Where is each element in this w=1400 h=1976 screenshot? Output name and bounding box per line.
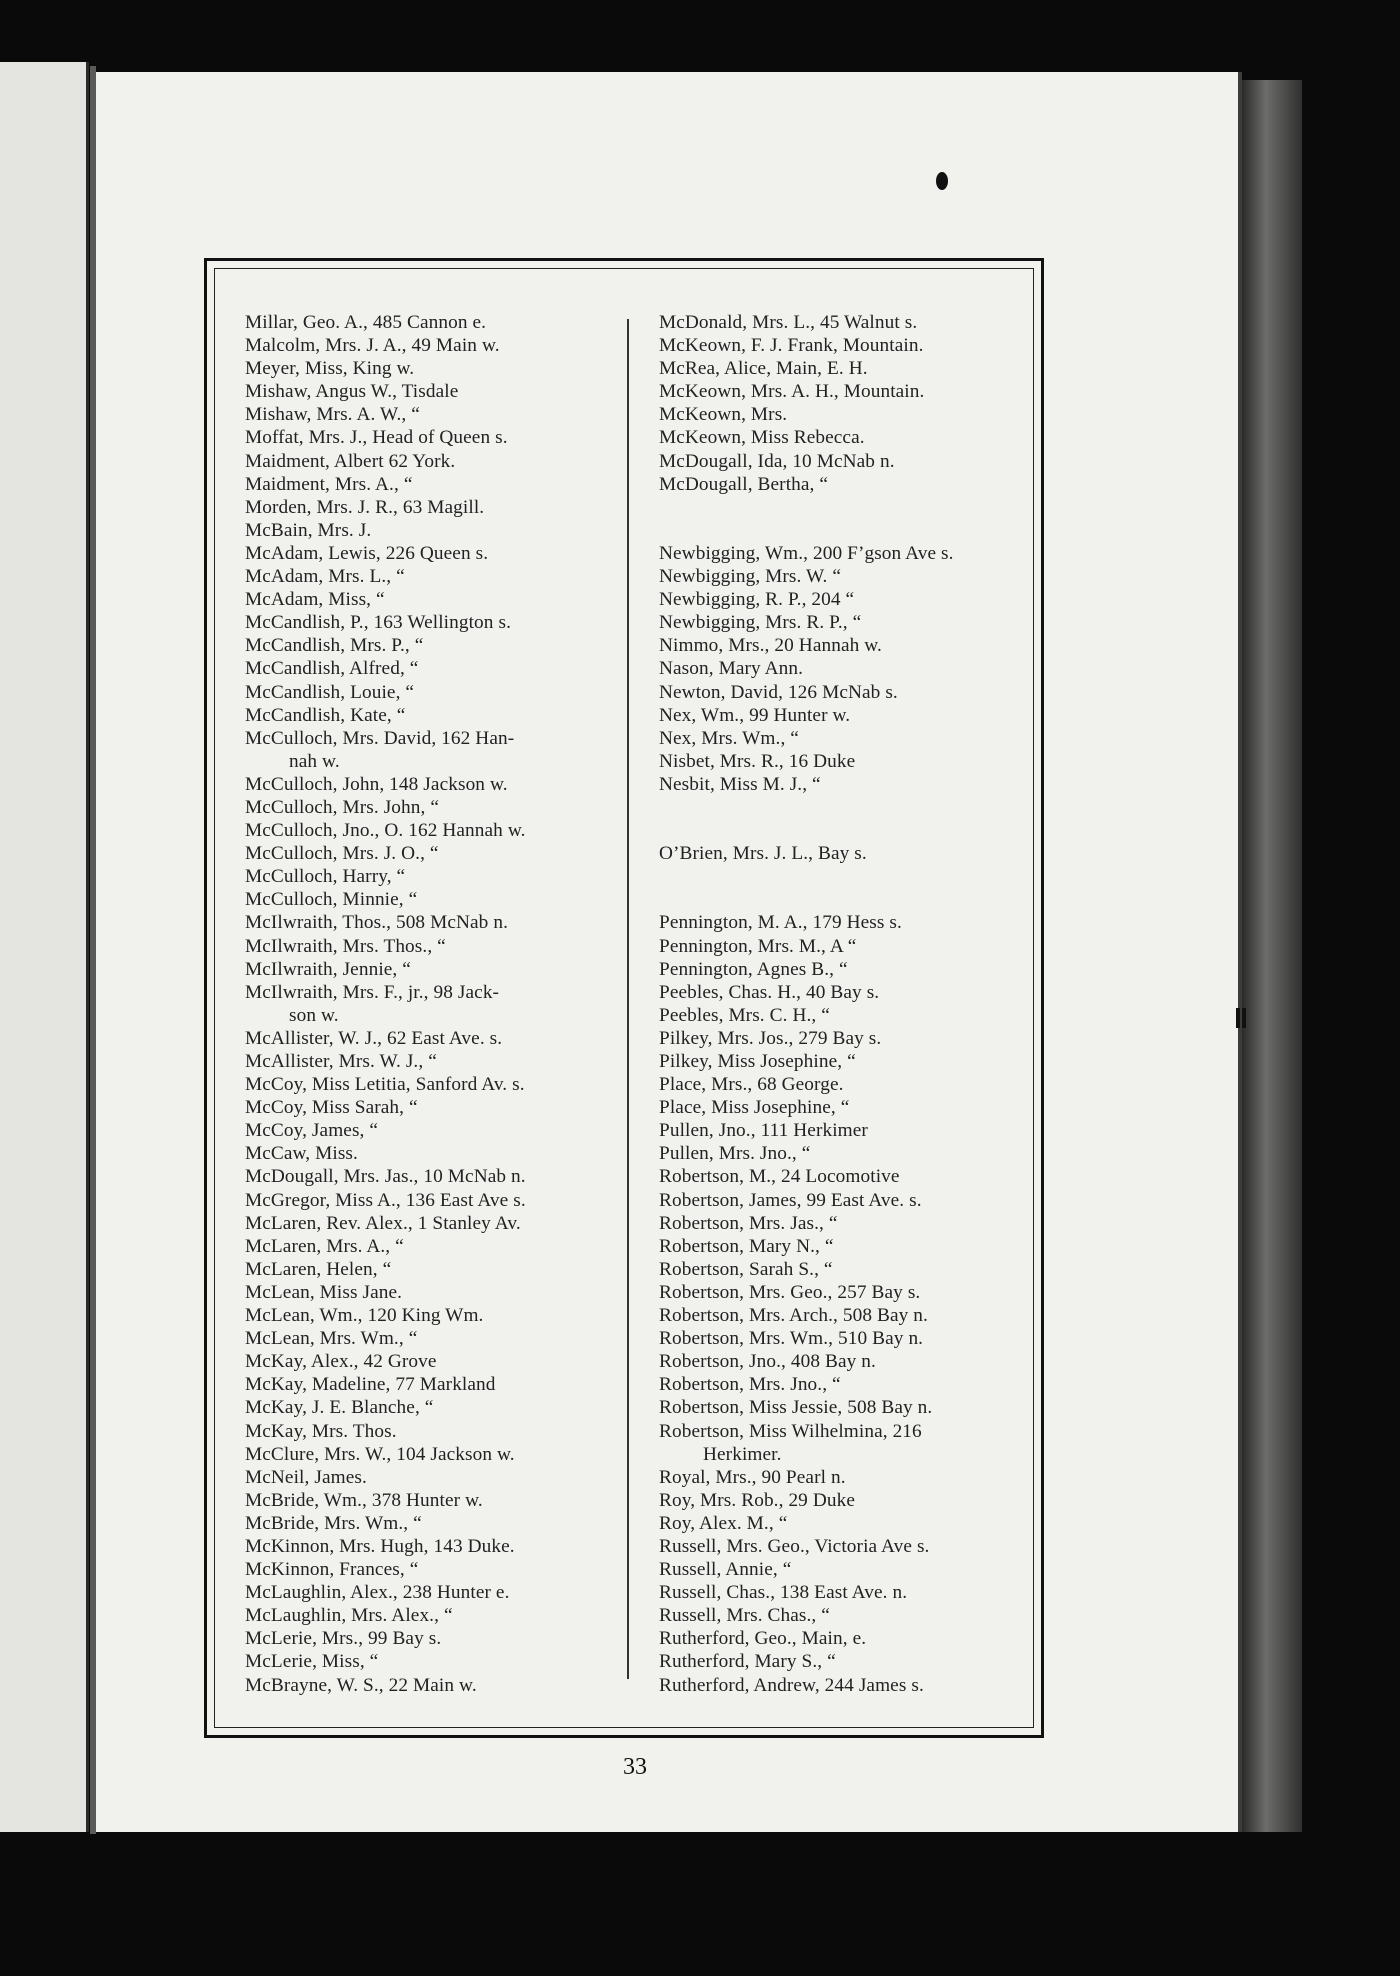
directory-entry: Pennington, Mrs. M., A “	[659, 935, 857, 957]
directory-entry: McRea, Alice, Main, E. H.	[659, 358, 868, 380]
directory-entry: Robertson, Mrs. Geo., 257 Bay s.	[659, 1281, 921, 1303]
directory-entry: Roy, Alex. M., “	[659, 1512, 788, 1534]
directory-entry: McIlwraith, Jennie, “	[245, 958, 411, 980]
directory-entry: Place, Mrs., 68 George.	[659, 1074, 844, 1096]
directory-entry: McBride, Wm., 378 Hunter w.	[245, 1489, 483, 1511]
directory-entry: McKeown, Miss Rebecca.	[659, 427, 865, 449]
directory-entry: McBain, Mrs. J.	[245, 519, 372, 541]
directory-entry: McCulloch, Harry, “	[245, 866, 406, 888]
directory-entry: Nisbet, Mrs. R., 16 Duke	[659, 750, 856, 772]
directory-entry: Russell, Mrs. Geo., Victoria Ave s.	[659, 1535, 930, 1557]
directory-entry: McKeown, Mrs. A. H., Mountain.	[659, 381, 925, 403]
directory-column-left	[245, 311, 625, 1697]
directory-entry: O’Brien, Mrs. J. L., Bay s.	[659, 843, 867, 865]
directory-entry: McDougall, Ida, 10 McNab n.	[659, 450, 895, 472]
directory-entry: Mishaw, Mrs. A. W., “	[245, 404, 420, 426]
directory-entry: Moffat, Mrs. J., Head of Queen s.	[245, 427, 508, 449]
directory-entry: McDonald, Mrs. L., 45 Walnut s.	[659, 312, 918, 333]
directory-entry: McLerie, Mrs., 99 Bay s.	[245, 1628, 442, 1650]
directory-entry: Robertson, Mary N., “	[659, 1235, 834, 1257]
directory-entry: Nex, Mrs. Wm., “	[659, 727, 799, 749]
directory-entry: McKay, J. E. Blanche, “	[245, 1397, 434, 1419]
section-gap	[659, 496, 1029, 519]
directory-entry: McKeown, Mrs.	[659, 404, 788, 426]
directory-entry: Maidment, Mrs. A., “	[245, 473, 413, 495]
directory-entry: McCoy, Miss Sarah, “	[245, 1097, 418, 1119]
directory-entry: McCulloch, Mrs. J. O., “	[245, 843, 439, 865]
directory-entry: Roy, Mrs. Rob., 29 Duke	[659, 1489, 856, 1511]
directory-entry: McIlwraith, Thos., 508 McNab n.	[245, 912, 509, 934]
directory-entry: McLaren, Helen, “	[245, 1258, 392, 1280]
directory-entry: McCoy, James, “	[245, 1120, 379, 1142]
directory-entry: Pennington, M. A., 179 Hess s.	[659, 912, 902, 934]
directory-entry: Robertson, Mrs. Jas., “	[659, 1212, 838, 1234]
directory-entry: Russell, Chas., 138 East Ave. n.	[659, 1582, 908, 1604]
directory-entry: Place, Miss Josephine, “	[659, 1097, 850, 1119]
page-curl-shadow	[1242, 80, 1302, 1832]
directory-entry: Pilkey, Mrs. Jos., 279 Bay s.	[659, 1027, 882, 1049]
directory-entry: Morden, Mrs. J. R., 63 Magill.	[245, 496, 485, 518]
directory-entry: Robertson, Jno., 408 Bay n.	[659, 1351, 876, 1373]
directory-entry: McAdam, Lewis, 226 Queen s.	[245, 542, 489, 564]
directory-entry: Maidment, Albert 62 York.	[245, 450, 456, 472]
directory-entry: Rutherford, Geo., Main, e.	[659, 1628, 867, 1650]
directory-entry: McAdam, Miss, “	[245, 589, 385, 611]
directory-entry: McCulloch, Mrs. John, “	[245, 796, 440, 818]
directory-entry: Pilkey, Miss Josephine, “	[659, 1051, 856, 1072]
directory-entry: Robertson, Sarah S., “	[659, 1258, 833, 1280]
directory-entry: Rutherford, Mary S., “	[659, 1651, 836, 1673]
directory-entry: McLaughlin, Alex., 238 Hunter e.	[245, 1582, 510, 1604]
directory-entry: McDougall, Mrs. Jas., 10 McNab n.	[245, 1166, 526, 1188]
directory-entry: McLaren, Mrs. A., “	[245, 1235, 404, 1257]
directory-entry: McLaren, Rev. Alex., 1 Stanley Av.	[245, 1212, 521, 1234]
directory-entry: Peebles, Mrs. C. H., “	[659, 1004, 830, 1026]
directory-entry: McCaw, Miss.	[245, 1143, 358, 1165]
directory-entry: McClure, Mrs. W., 104 Jackson w.	[245, 1443, 515, 1465]
directory-entry: Nex, Wm., 99 Hunter w.	[659, 704, 851, 726]
directory-frame	[204, 258, 1044, 1738]
directory-entry: McNeil, James.	[245, 1466, 367, 1488]
page-number: 33	[623, 1754, 647, 1780]
directory-entry: McCandlish, Alfred, “	[245, 658, 419, 680]
directory-entry: Robertson, Mrs. Jno., “	[659, 1374, 841, 1396]
directory-entry: Nesbit, Miss M. J., “	[659, 773, 821, 795]
facing-page-edge	[0, 62, 89, 1832]
directory-entry: McKeown, F. J. Frank, Mountain.	[659, 335, 924, 357]
directory-entry: McCandlish, Mrs. P., “	[245, 635, 424, 657]
directory-entry: Royal, Mrs., 90 Pearl n.	[659, 1466, 846, 1488]
margin-mark	[1236, 1008, 1240, 1028]
directory-column-right	[659, 311, 1029, 1697]
directory-entry: Mishaw, Angus W., Tisdale	[245, 381, 459, 403]
directory-entry: McAllister, Mrs. W. J., “	[245, 1051, 437, 1072]
directory-entry: McLaughlin, Mrs. Alex., “	[245, 1605, 453, 1627]
directory-entry: Newbigging, Wm., 200 F’gson Ave s.	[659, 542, 954, 564]
directory-entry: McIlwraith, Mrs. Thos., “	[245, 935, 446, 957]
directory-entry: McCulloch, Mrs. David, 162 Han-	[245, 727, 515, 749]
directory-entry: McCulloch, Jno., O. 162 Hannah w.	[245, 820, 526, 842]
directory-entry: Pennington, Agnes B., “	[659, 958, 848, 980]
directory-entry: son w.	[289, 1004, 339, 1026]
section-gap	[659, 888, 1029, 911]
directory-entry: McLean, Wm., 120 King Wm.	[245, 1305, 484, 1327]
section-gap	[659, 519, 1029, 542]
directory-entry: McLean, Miss Jane.	[245, 1281, 403, 1303]
directory-entry: McGregor, Miss A., 136 East Ave s.	[245, 1189, 526, 1211]
directory-entry: McDougall, Bertha, “	[659, 473, 829, 495]
column-divider	[627, 319, 629, 1679]
directory-entry: McCandlish, P., 163 Wellington s.	[245, 612, 511, 634]
directory-entry: Nason, Mary Ann.	[659, 658, 804, 680]
directory-entry: McAdam, Mrs. L., “	[245, 566, 405, 588]
directory-entry: McKinnon, Frances, “	[245, 1559, 419, 1581]
directory-entry: Meyer, Miss, King w.	[245, 358, 415, 380]
directory-entry: McKinnon, Mrs. Hugh, 143 Duke.	[245, 1535, 515, 1557]
directory-entry: Pullen, Mrs. Jno., “	[659, 1143, 811, 1165]
directory-entry: Robertson, Miss Wilhelmina, 216	[659, 1420, 922, 1442]
directory-entry: Herkimer.	[703, 1443, 782, 1465]
directory-entry: Rutherford, Andrew, 244 James s.	[659, 1674, 924, 1696]
ink-speck	[936, 172, 948, 190]
section-gap	[659, 819, 1029, 842]
directory-entry: Pullen, Jno., 111 Herkimer	[659, 1120, 868, 1142]
directory-entry: McCandlish, Kate, “	[245, 704, 406, 726]
directory-entry: Newbigging, Mrs. R. P., “	[659, 612, 862, 634]
directory-entry: Malcolm, Mrs. J. A., 49 Main w.	[245, 335, 500, 357]
directory-entry: McBride, Mrs. Wm., “	[245, 1512, 422, 1534]
directory-entry: McCandlish, Louie, “	[245, 681, 415, 703]
directory-entry: Newbigging, R. P., 204 “	[659, 589, 855, 611]
directory-entry: McIlwraith, Mrs. F., jr., 98 Jack-	[245, 981, 500, 1003]
directory-entry: McAllister, W. J., 62 East Ave. s.	[245, 1027, 503, 1049]
directory-entry: Newbigging, Mrs. W. “	[659, 566, 842, 588]
directory-entry: Millar, Geo. A., 485 Cannon e.	[245, 312, 487, 333]
directory-entry: Russell, Mrs. Chas., “	[659, 1605, 830, 1627]
directory-entry: McKay, Madeline, 77 Markland	[245, 1374, 496, 1396]
directory-entry: Robertson, Miss Jessie, 508 Bay n.	[659, 1397, 933, 1419]
directory-entry: McBrayne, W. S., 22 Main w.	[245, 1674, 477, 1696]
section-gap	[659, 865, 1029, 888]
directory-entry: Nimmo, Mrs., 20 Hannah w.	[659, 635, 882, 657]
directory-entry: Newton, David, 126 McNab s.	[659, 681, 898, 703]
directory-entry: McLerie, Miss, “	[245, 1651, 379, 1673]
directory-entry: McKay, Mrs. Thos.	[245, 1420, 397, 1442]
directory-entry: Robertson, James, 99 East Ave. s.	[659, 1189, 922, 1211]
directory-entry: Peebles, Chas. H., 40 Bay s.	[659, 981, 880, 1003]
directory-entry: Russell, Annie, “	[659, 1559, 792, 1581]
directory-entry: Robertson, M., 24 Locomotive	[659, 1166, 900, 1188]
directory-entry: McLean, Mrs. Wm., “	[245, 1328, 418, 1350]
section-gap	[659, 796, 1029, 819]
directory-entry: McCulloch, John, 148 Jackson w.	[245, 773, 508, 795]
directory-entry: McKay, Alex., 42 Grove	[245, 1351, 437, 1373]
directory-entry: Robertson, Mrs. Arch., 508 Bay n.	[659, 1305, 928, 1327]
directory-entry: McCoy, Miss Letitia, Sanford Av. s.	[245, 1074, 525, 1096]
directory-entry: nah w.	[289, 750, 340, 772]
directory-entry: McCulloch, Minnie, “	[245, 889, 418, 911]
directory-entry: Robertson, Mrs. Wm., 510 Bay n.	[659, 1328, 924, 1350]
